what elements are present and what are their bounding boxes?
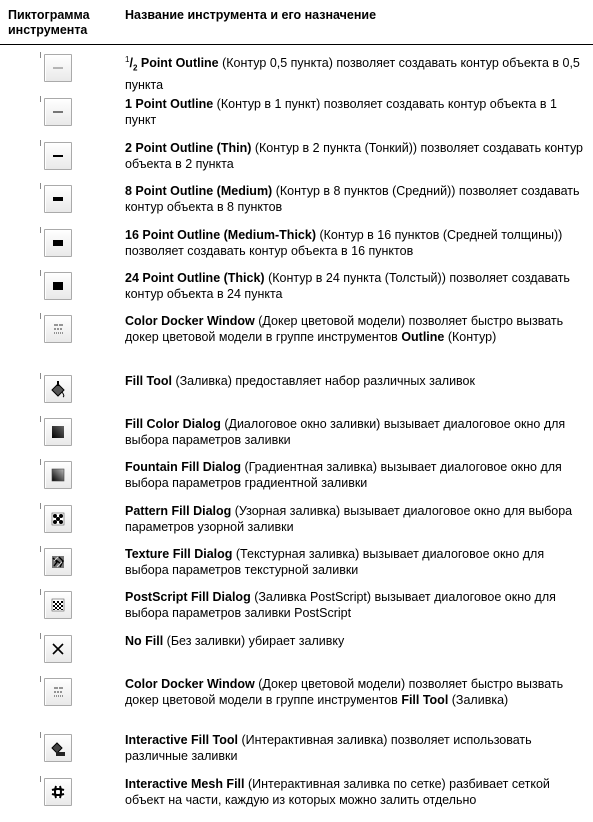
eight-point-outline-icon[interactable] — [44, 185, 72, 213]
row-separator-tick — [40, 776, 41, 782]
tool-name: PostScript Fill Dialog — [125, 590, 251, 604]
table-row — [0, 732, 593, 772]
row-separator-tick — [40, 52, 41, 58]
tool-description — [125, 546, 587, 578]
tool-name: Texture Fill Dialog — [125, 547, 233, 561]
tool-name: Interactive Mesh Fill — [125, 777, 245, 791]
sixteen-point-outline-icon[interactable] — [44, 229, 72, 257]
table-row — [0, 776, 593, 822]
icon-cell — [44, 548, 72, 576]
row-separator-tick — [40, 227, 41, 233]
tool-purpose: (Докер цветовой модели) позволяет быстро вызвать докер цветовой модели в группе инструментов — [125, 314, 564, 344]
tool-name: 24 Point Outline (Thick) — [125, 271, 265, 285]
icon-cell — [44, 734, 72, 762]
tool-description — [125, 183, 587, 215]
table-row — [0, 373, 593, 413]
postscript-fill-icon[interactable] — [44, 591, 72, 619]
tool-purpose: (Интерактивная заливка по сетке) разбивает сеткой объект на части, каждую из которых можно залить отдельно — [125, 777, 550, 807]
tool-name: Fill Color Dialog — [125, 417, 221, 431]
fraction-denominator: 2 — [132, 63, 138, 73]
tool-name: Color Docker Window — [125, 677, 255, 691]
tool-description — [125, 140, 587, 172]
tool-name: Point Outline — [137, 56, 219, 71]
interactive-fill-icon[interactable] — [44, 734, 72, 762]
tool-name: Fountain Fill Dialog — [125, 460, 241, 474]
tool-purpose: (Заливка) предоставляет набор различных заливок — [171, 374, 475, 388]
icon-cell — [44, 635, 72, 663]
table-row — [0, 416, 593, 456]
fountain-fill-icon[interactable] — [44, 461, 72, 489]
row-separator-tick — [40, 503, 41, 509]
group-name-translation: (Заливка) — [448, 693, 509, 707]
tool-purpose: (Без заливки) убирает заливку — [163, 634, 345, 648]
column-header-icon: Пиктограмма инструмента — [8, 8, 90, 37]
no-fill-icon[interactable] — [44, 635, 72, 663]
column-header-description: Название инструмента и его назначение — [125, 8, 377, 22]
row-separator-tick — [40, 633, 41, 639]
half-point-outline-icon[interactable] — [44, 54, 72, 82]
table-row — [0, 183, 593, 223]
fill-tool-icon[interactable] — [44, 375, 72, 403]
table-row — [0, 270, 593, 310]
tool-description — [125, 732, 587, 764]
texture-fill-icon[interactable] — [44, 548, 72, 576]
two-point-outline-icon[interactable] — [44, 142, 72, 170]
tool-description — [125, 270, 587, 302]
tool-description — [125, 52, 587, 93]
row-separator-tick — [40, 459, 41, 465]
table-row — [0, 96, 593, 136]
table-row — [0, 227, 593, 267]
row-separator-tick — [40, 96, 41, 102]
table-row — [0, 503, 593, 543]
tool-description — [125, 227, 587, 259]
group-name-translation: (Контур) — [444, 330, 497, 344]
tool-description — [125, 373, 587, 389]
tool-description — [125, 776, 587, 808]
icon-cell — [44, 418, 72, 446]
tool-name: Interactive Fill Tool — [125, 733, 238, 747]
tool-name: 16 Point Outline (Medium-Thick) — [125, 228, 316, 242]
tool-description — [125, 313, 587, 345]
tool-description — [125, 459, 587, 491]
icon-cell — [44, 229, 72, 257]
table-row — [0, 52, 593, 92]
pattern-fill-icon[interactable] — [44, 505, 72, 533]
fraction-slash: / — [129, 56, 133, 71]
icon-cell — [44, 98, 72, 126]
fraction-numerator: 1 — [125, 55, 130, 64]
table-header — [0, 0, 593, 45]
tool-purpose: (Заливка PostScript) вызывает диалоговое окно для выбора параметров заливки PostScript — [125, 590, 556, 620]
tool-description — [125, 676, 587, 708]
row-separator-tick — [40, 373, 41, 379]
tool-description — [125, 96, 587, 128]
table-row — [0, 633, 593, 673]
row-separator-tick — [40, 183, 41, 189]
tool-purpose: (Текстурная заливка) вызывает диалоговое окно для выбора параметров текстурной заливки — [125, 547, 545, 577]
tool-purpose: (Интерактивная заливка) позволяет использовать различные заливки — [125, 733, 532, 763]
one-point-outline-icon[interactable] — [44, 98, 72, 126]
tool-purpose: (Узорная заливка) вызывает диалоговое окно для выбора параметров узорной заливки — [125, 504, 573, 534]
tool-description — [125, 503, 587, 535]
row-separator-tick — [40, 676, 41, 682]
tool-name: 2 Point Outline (Thin) — [125, 141, 252, 155]
row-separator-tick — [40, 313, 41, 319]
tool-purpose: (Контур в 16 пунктов (Средней толщины)) позволяет создавать контур объекта в 16 пунктов — [125, 228, 563, 258]
icon-cell — [44, 591, 72, 619]
tool-purpose: (Контур в 1 пункт) позволяет создавать контур объекта в 1 пункт — [125, 97, 557, 127]
color-docker-icon[interactable] — [44, 678, 72, 706]
group-name: Fill Tool — [401, 693, 449, 707]
table-row — [0, 589, 593, 629]
icon-cell — [44, 505, 72, 533]
row-separator-tick — [40, 589, 41, 595]
row-separator-tick — [40, 732, 41, 738]
tool-name: 8 Point Outline (Medium) — [125, 184, 273, 198]
row-separator-tick — [40, 546, 41, 552]
color-docker-icon[interactable] — [44, 315, 72, 343]
table-row — [0, 459, 593, 499]
icon-cell — [44, 142, 72, 170]
row-separator-tick — [40, 270, 41, 276]
tool-purpose: (Контур в 24 пункта (Толстый)) позволяет создавать контур объекта в 24 пункта — [125, 271, 570, 301]
table-row — [0, 140, 593, 180]
table-row — [0, 313, 593, 369]
tool-purpose: (Градиентная заливка) вызывает диалоговое окно для выбора параметров градиентной заливки — [125, 460, 562, 490]
twentyfour-point-outline-icon[interactable] — [44, 272, 72, 300]
tool-purpose: (Контур в 2 пункта (Тонкий)) позволяет создавать контур объекта в 2 пункта — [125, 141, 584, 171]
group-name: Outline — [401, 330, 445, 344]
tool-name: No Fill — [125, 634, 164, 648]
icon-cell — [44, 678, 72, 706]
tool-name: Pattern Fill Dialog — [125, 504, 232, 518]
tool-purpose: (Контур 0,5 пункта) позволяет создавать контур объекта в 0,5 пункта — [125, 56, 580, 92]
fill-color-dialog-icon[interactable] — [44, 418, 72, 446]
tool-description — [125, 633, 587, 649]
row-separator-tick — [40, 140, 41, 146]
table-row — [0, 546, 593, 586]
row-separator-tick — [40, 416, 41, 422]
interactive-mesh-fill-icon[interactable] — [44, 778, 72, 806]
icon-cell — [44, 54, 72, 82]
tool-name: Color Docker Window — [125, 314, 255, 328]
icon-cell — [44, 375, 72, 403]
tool-name: Fill Tool — [125, 374, 172, 388]
tool-purpose: (Диалоговое окно заливки) вызывает диалоговое окно для выбора параметров заливки — [125, 417, 566, 447]
icon-cell — [44, 315, 72, 343]
tool-description — [125, 416, 587, 448]
icon-cell — [44, 272, 72, 300]
icon-cell — [44, 778, 72, 806]
table-row — [0, 676, 593, 728]
tool-name: 1 Point Outline — [125, 97, 214, 111]
icon-cell — [44, 461, 72, 489]
tool-description — [125, 589, 587, 621]
tool-purpose: (Докер цветовой модели) позволяет быстро вызвать докер цветовой модели в группе инструментов — [125, 677, 564, 707]
tool-purpose: (Контур в 8 пунктов (Средний)) позволяет создавать контур объекта в 8 пунктов — [125, 184, 580, 214]
icon-cell — [44, 185, 72, 213]
